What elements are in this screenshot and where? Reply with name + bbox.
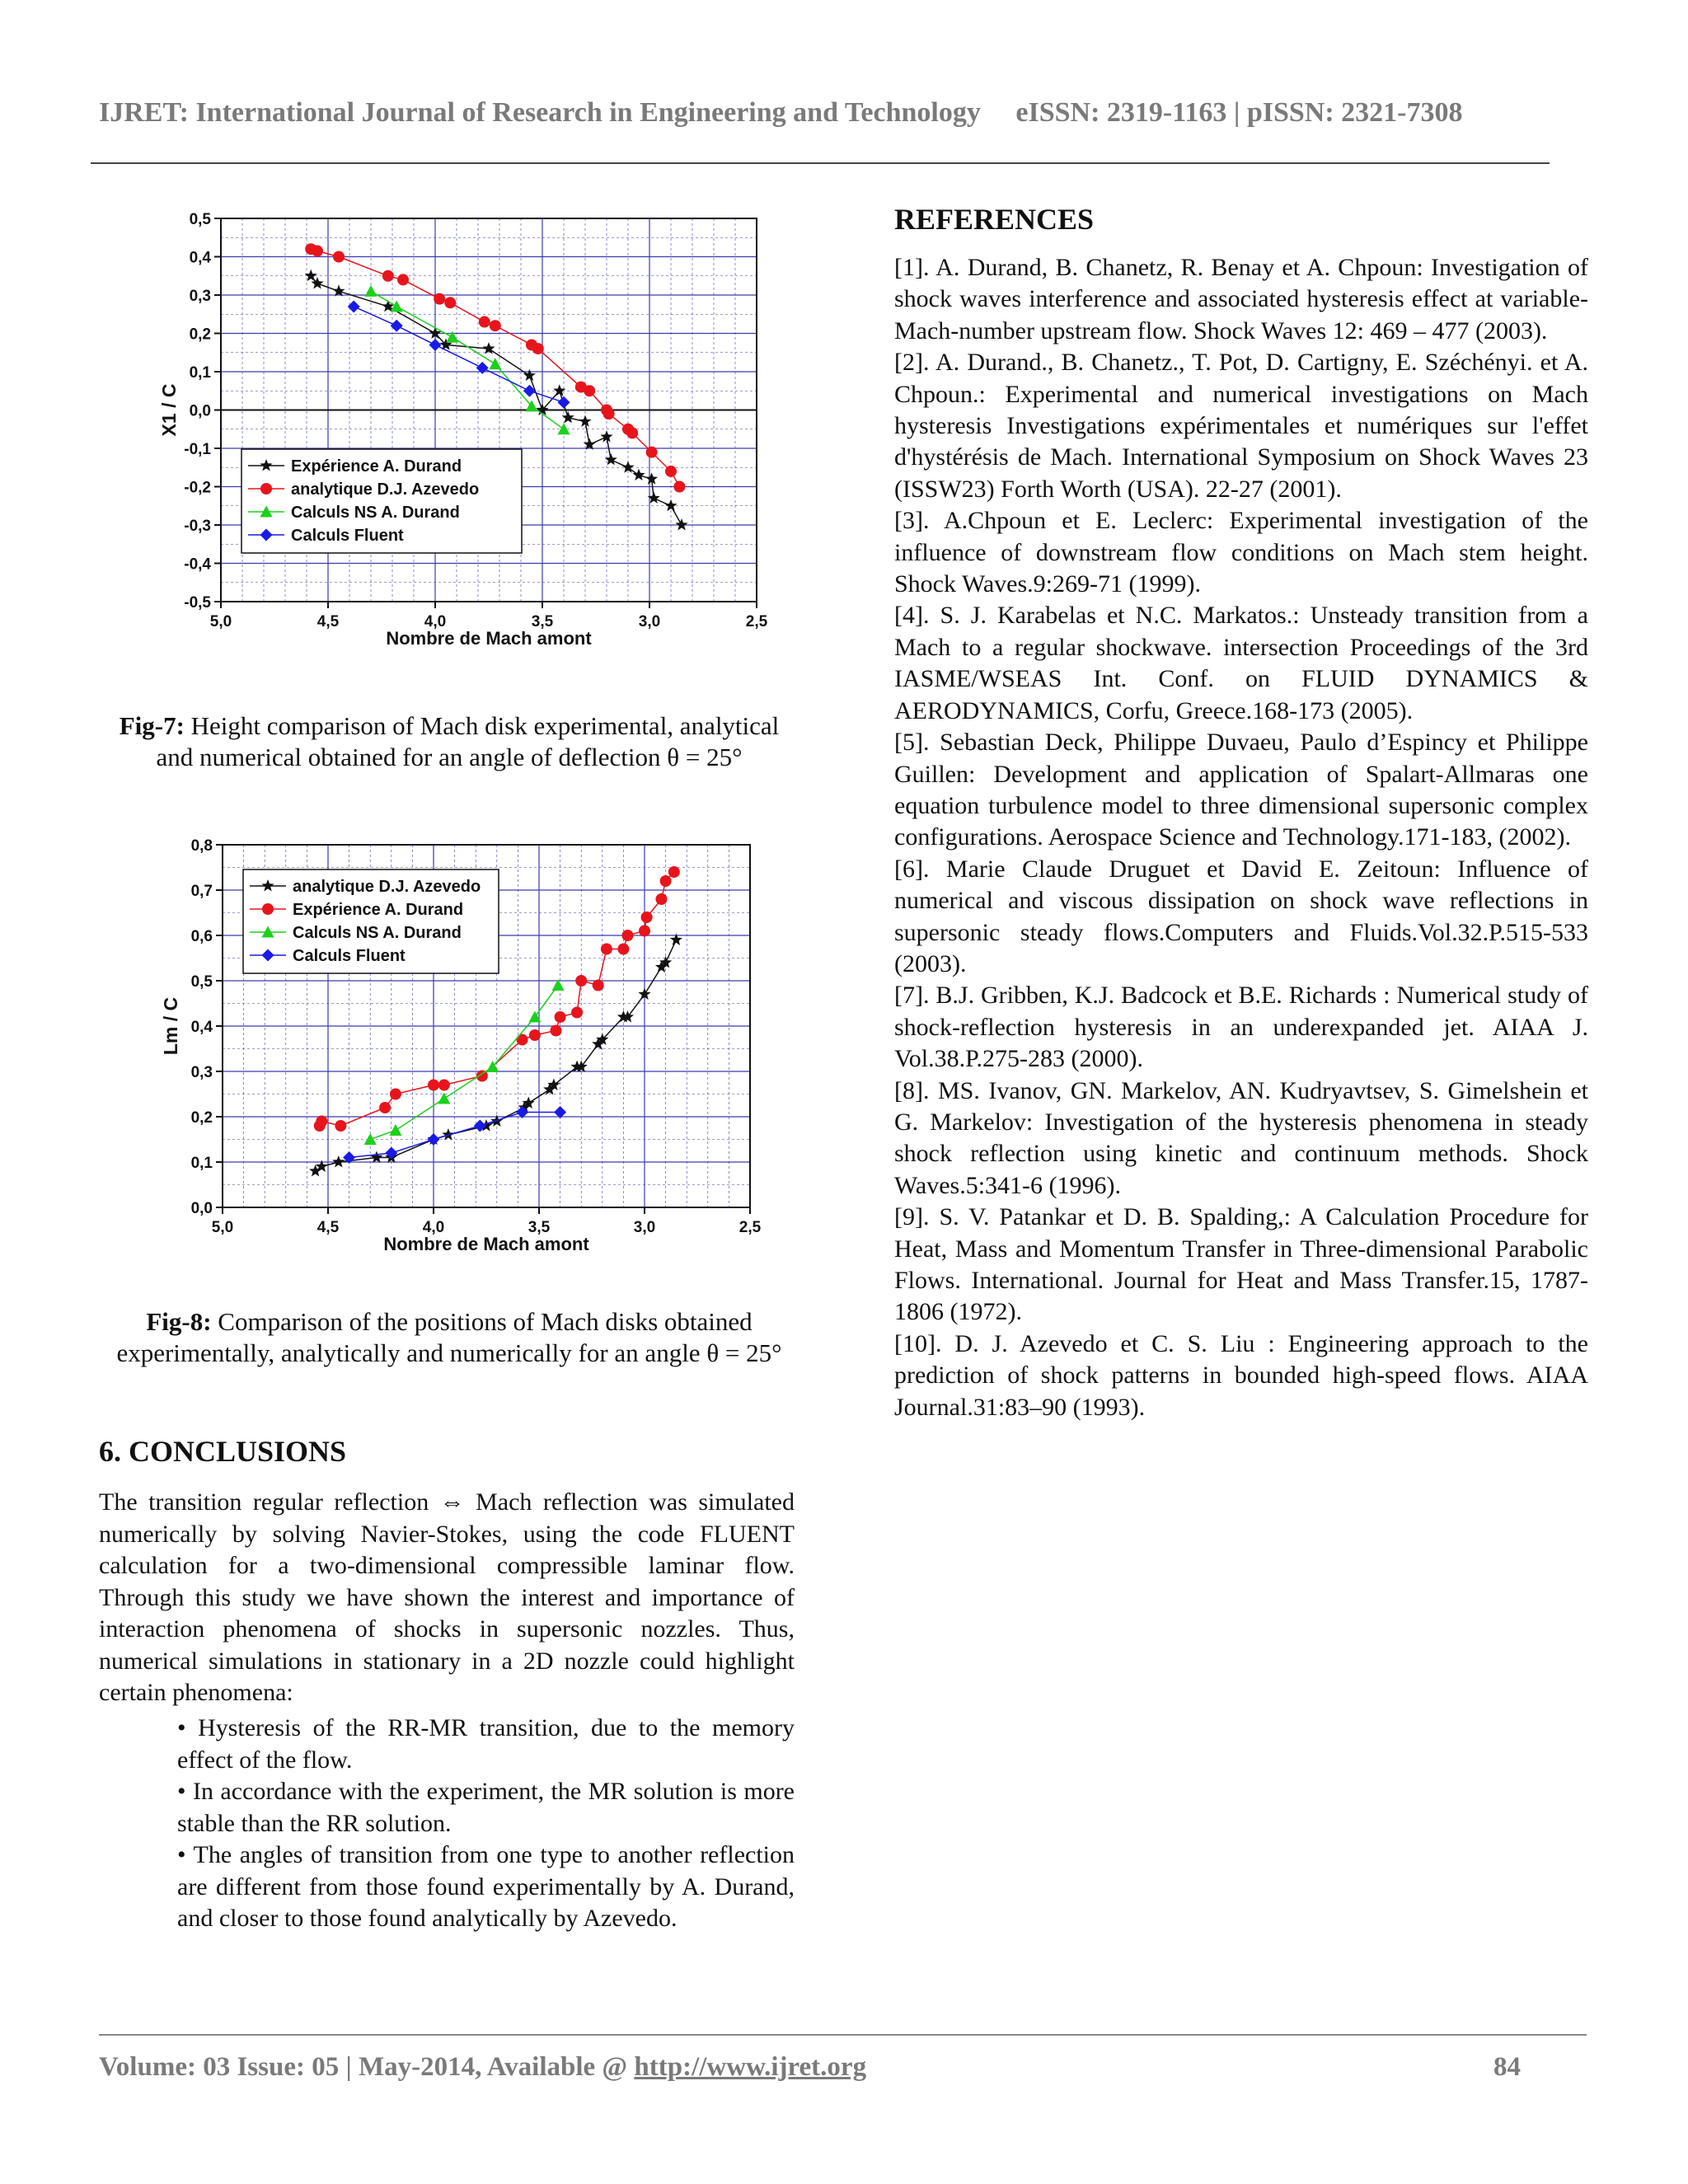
y-tick-label: 0,2 xyxy=(190,1109,213,1127)
y-tick-label: 0,0 xyxy=(190,1200,213,1217)
y-tick-label: 0,5 xyxy=(190,973,213,991)
legend xyxy=(243,869,499,973)
x-tick-label: 5,0 xyxy=(209,613,232,630)
data-point xyxy=(370,1151,382,1164)
data-point xyxy=(380,1103,391,1113)
y-tick-label: -0,2 xyxy=(184,479,211,497)
issn: eISSN: 2319-1163 | pISSN: 2321-7308 xyxy=(1015,97,1463,128)
data-point xyxy=(618,944,629,954)
data-point xyxy=(390,1089,401,1099)
x-tick-label: 2,5 xyxy=(745,613,768,630)
figure-7 xyxy=(124,202,775,668)
x-tick-label: 4,5 xyxy=(316,613,340,630)
y-tick-label: -0,1 xyxy=(184,441,211,458)
data-point xyxy=(532,344,543,354)
y-tick-label: -0,3 xyxy=(184,518,211,535)
x-tick-label: 4,0 xyxy=(424,613,447,630)
data-point xyxy=(428,1133,440,1146)
data-point xyxy=(332,1155,345,1168)
footer-divider xyxy=(99,2034,1587,2036)
reference-item: [3]. A.Chpoun et E. Leclerc: Experimental investigation of the influence of downstream flow conditions on Mach stem height. Shock Waves.9:269-71 (1999). xyxy=(894,507,1588,598)
data-point xyxy=(445,298,456,308)
data-point xyxy=(316,1116,327,1127)
figure-7-caption-text: Height comparison of Mach disk experimental, analytical and numerical obtained for an angle of deflection θ = 25° xyxy=(156,711,780,771)
legend-label: Calculs NS A. Durand xyxy=(291,504,460,522)
figure-8-label: Fig-8: xyxy=(146,1307,212,1336)
data-point xyxy=(603,409,614,419)
data-point xyxy=(438,1080,449,1090)
conclusions-paragraph: The transition regular reflection ⇔ Mach reflection was simulated numerically by solving Navier-Stokes, using the code FLUENT calculation for a two-dimensional compressible laminar flow. Through this study we have shown the interest and importance of interaction phenomena of shocks in supersonic nozzles. Thus, numerical simulations in stationary in a 2D nozzle could highlight certain phenomena: xyxy=(99,1488,795,1706)
y-tick-label: 0,7 xyxy=(190,883,213,900)
data-point xyxy=(429,1080,439,1090)
x-tick-label: 4,0 xyxy=(422,1219,445,1236)
data-point xyxy=(627,428,638,438)
data-point xyxy=(523,369,536,381)
y-tick-label: 0,1 xyxy=(190,1155,213,1172)
y-axis-label: Lm / C xyxy=(160,996,181,1056)
y-tick-label: -0,5 xyxy=(184,594,211,612)
reference-item: [4]. S. J. Karabelas et N.C. Markatos.: Unsteady transition from a Mach to a regular shockwave. intersection Proceedings of the 3rd IASME/WSEAS Int. Conf. on FLUID DYNAMICS & AERODYNAMICS, Corfu, Greece.168-173 (2005). xyxy=(894,602,1588,724)
reference-item: [5]. Sebastian Deck, Philippe Duvaeu, Paulo d’Espincy et Philippe Guillen: Development and application of Spalart-Allmaras one equation turbulence model to three dimensional supersonic complex configurations. Aerospace Science and Technology.171-183, (2002). xyxy=(894,729,1588,851)
y-tick-label: 0,3 xyxy=(190,1064,213,1081)
figure-7-label: Fig-7: xyxy=(119,711,185,740)
bullet-item: • In accordance with the experiment, the MR solution is more stable than the RR solution. xyxy=(177,1778,795,1837)
reference-item: [8]. MS. Ivanov, GN. Markelov, AN. Kudryavtsev, S. Gimelshein et G. Markelov: Investigation of the hysteresis phenomena in steady shock reflection using kinetic and continuum methods. Shock Waves.5:341-6 (1996). xyxy=(894,1076,1588,1199)
y-tick-label: 0,4 xyxy=(190,1019,213,1036)
data-point xyxy=(551,1025,561,1036)
footer-volume xyxy=(99,2052,866,2083)
data-point xyxy=(572,1007,583,1018)
data-point xyxy=(605,453,617,466)
data-point xyxy=(593,980,603,991)
x-tick-label: 4,5 xyxy=(316,1219,340,1236)
series-2 xyxy=(365,285,570,434)
data-point xyxy=(656,894,667,905)
reference-item: [9]. S. V. Patankar et D. B. Spalding,: A Calculation Procedure for Heat, Mass and Momentum Transfer in Three-dimensional Parabolic Flows. International. Journal for Heat and Mass Transfer.15, 1787-1806 (1972). xyxy=(894,1203,1588,1326)
data-point xyxy=(558,423,570,434)
data-point xyxy=(640,926,650,936)
data-point xyxy=(389,1124,401,1136)
x-axis-label: Nombre de Mach amont xyxy=(386,628,592,649)
fig7-chart xyxy=(124,202,775,663)
data-point xyxy=(641,912,652,923)
y-tick-label: 0,4 xyxy=(189,249,211,267)
reference-item: [10]. D. J. Azevedo et C. S. Liu : Engineering approach to the prediction of shock patterns in bounded high-speed flows. AIAA Journal.31:83–90 (1993). xyxy=(894,1329,1588,1421)
y-tick-label: -0,4 xyxy=(184,555,211,574)
data-point xyxy=(391,320,403,332)
y-tick-label: 0,6 xyxy=(190,928,213,945)
data-point xyxy=(674,481,685,492)
data-point xyxy=(646,447,657,457)
legend-label: Expérience A. Durand xyxy=(291,457,462,476)
x-tick-label: 3,5 xyxy=(531,613,554,630)
y-tick-label: 0,5 xyxy=(189,211,211,228)
references-title: REFERENCES xyxy=(894,203,1095,236)
legend-label: analytique D.J. Azevedo xyxy=(291,480,480,499)
data-point xyxy=(555,1012,565,1023)
data-point xyxy=(434,293,445,304)
figure-7-caption xyxy=(99,710,799,773)
series-2 xyxy=(364,979,565,1145)
data-point xyxy=(334,251,345,262)
x-tick-label: 3,0 xyxy=(638,613,661,630)
data-point xyxy=(348,300,360,312)
legend-marker xyxy=(261,484,272,494)
data-point xyxy=(584,386,595,396)
data-point xyxy=(576,976,587,987)
data-point xyxy=(479,316,490,327)
footer-url-link[interactable]: http://www.ijret.org xyxy=(634,2052,867,2082)
data-point xyxy=(553,384,565,396)
data-point xyxy=(438,1093,450,1104)
legend-label: Calculs NS A. Durand xyxy=(293,924,462,942)
data-point xyxy=(398,274,409,285)
y-tick-label: 0,1 xyxy=(189,364,211,382)
x-tick-label: 5,0 xyxy=(211,1219,234,1236)
data-point xyxy=(529,1030,540,1041)
figure-8 xyxy=(124,828,775,1282)
conclusions-bullets xyxy=(177,1713,795,1935)
x-tick-label: 3,5 xyxy=(528,1219,551,1236)
data-point xyxy=(668,867,679,878)
x-axis-label: Nombre de Mach amont xyxy=(383,1234,589,1254)
y-tick-label: 0,8 xyxy=(190,837,213,855)
legend-label: Expérience A. Durand xyxy=(293,901,464,919)
reference-item: [6]. Marie Claude Druguet et David E. Zeitoun: Influence of numerical and viscous dissipation on shock wave reflections in supersonic steady flows.Computers and Fluids.Vol.32.P.515-533 (2003). xyxy=(894,855,1588,977)
data-point xyxy=(579,415,591,427)
figure-8-caption xyxy=(99,1306,799,1369)
data-point xyxy=(312,246,323,256)
legend-label: Calculs Fluent xyxy=(293,947,406,965)
x-tick-label: 3,0 xyxy=(633,1219,656,1236)
fig8-chart xyxy=(124,828,775,1277)
header-divider xyxy=(91,162,1550,164)
legend-label: Calculs Fluent xyxy=(291,527,404,545)
data-point xyxy=(622,930,633,941)
data-point xyxy=(364,1133,377,1145)
legend-marker xyxy=(263,904,274,915)
data-point xyxy=(601,944,612,954)
y-tick-label: 0,3 xyxy=(189,288,211,305)
data-point xyxy=(365,285,377,297)
data-point xyxy=(474,1120,486,1132)
y-axis-label: X1 / C xyxy=(158,383,180,437)
journal-title: IJRET: International Journal of Research in Engineering and Technology xyxy=(99,97,981,128)
data-point xyxy=(632,469,645,480)
page-number: 84 xyxy=(1493,2052,1521,2082)
figure-8-caption-text: Comparison of the positions of Mach disks obtained experimentally, analytically and numerically for an angle θ = 25° xyxy=(116,1307,782,1367)
journal-header xyxy=(99,97,1582,129)
y-tick-label: 0,0 xyxy=(189,402,211,420)
data-point xyxy=(335,1121,346,1132)
y-tick-label: 0,2 xyxy=(189,326,211,344)
reference-item: [2]. A. Durand., B. Chanetz., T. Pot, D. Cartigny, E. Széchényi. et A. Chpoun.: Experimental and numerical investigations on Mach hysteresis Investigations expérimentales et numériques sur l'effet d'hystérésis de Mach. International Symposium on Shock Waves 23 (ISSW23) Forth Worth (USA). 22-27 (2001). xyxy=(894,349,1588,503)
data-point xyxy=(490,321,500,331)
legend-label: analytique D.J. Azevedo xyxy=(293,878,481,896)
x-tick-label: 2,5 xyxy=(738,1219,762,1236)
data-point xyxy=(675,518,687,531)
bullet-item: • Hysteresis of the RR-MR transition, due to the memory effect of the flow. xyxy=(177,1714,795,1774)
data-point xyxy=(429,339,442,351)
data-point xyxy=(382,270,393,281)
series-3 xyxy=(348,300,570,408)
data-point xyxy=(600,430,612,442)
footer-volume-text: Volume: 03 Issue: 05 | May-2014, Available @ xyxy=(99,2052,635,2082)
series-3 xyxy=(343,1106,566,1164)
legend xyxy=(241,449,522,553)
conclusions-title: 6. CONCLUSIONS xyxy=(99,1435,347,1468)
reference-item: [7]. B.J. Gribben, K.J. Badcock et B.E. Richards : Numerical study of shock-reflection hysteresis in an underexpanded jet. AIAA J. Vol.38.P.275-283 (2000). xyxy=(894,982,1588,1073)
data-point xyxy=(660,876,671,887)
data-point xyxy=(664,499,677,511)
references-list xyxy=(894,252,1588,1423)
data-point xyxy=(558,396,570,409)
bullet-item: • The angles of transition from one type to another reflection are different from those found experimentally by A. Durand, and closer to those found analytically by Azevedo. xyxy=(177,1841,795,1932)
data-point xyxy=(391,300,403,312)
data-point xyxy=(666,466,677,476)
reference-item: [1]. A. Durand, B. Chanetz, R. Benay et A. Chpoun: Investigation of shock waves interference and associated hysteresis effect at variable-Mach-number upstream flow. Shock Waves 12: 469 – 477 (2003). xyxy=(894,254,1588,344)
